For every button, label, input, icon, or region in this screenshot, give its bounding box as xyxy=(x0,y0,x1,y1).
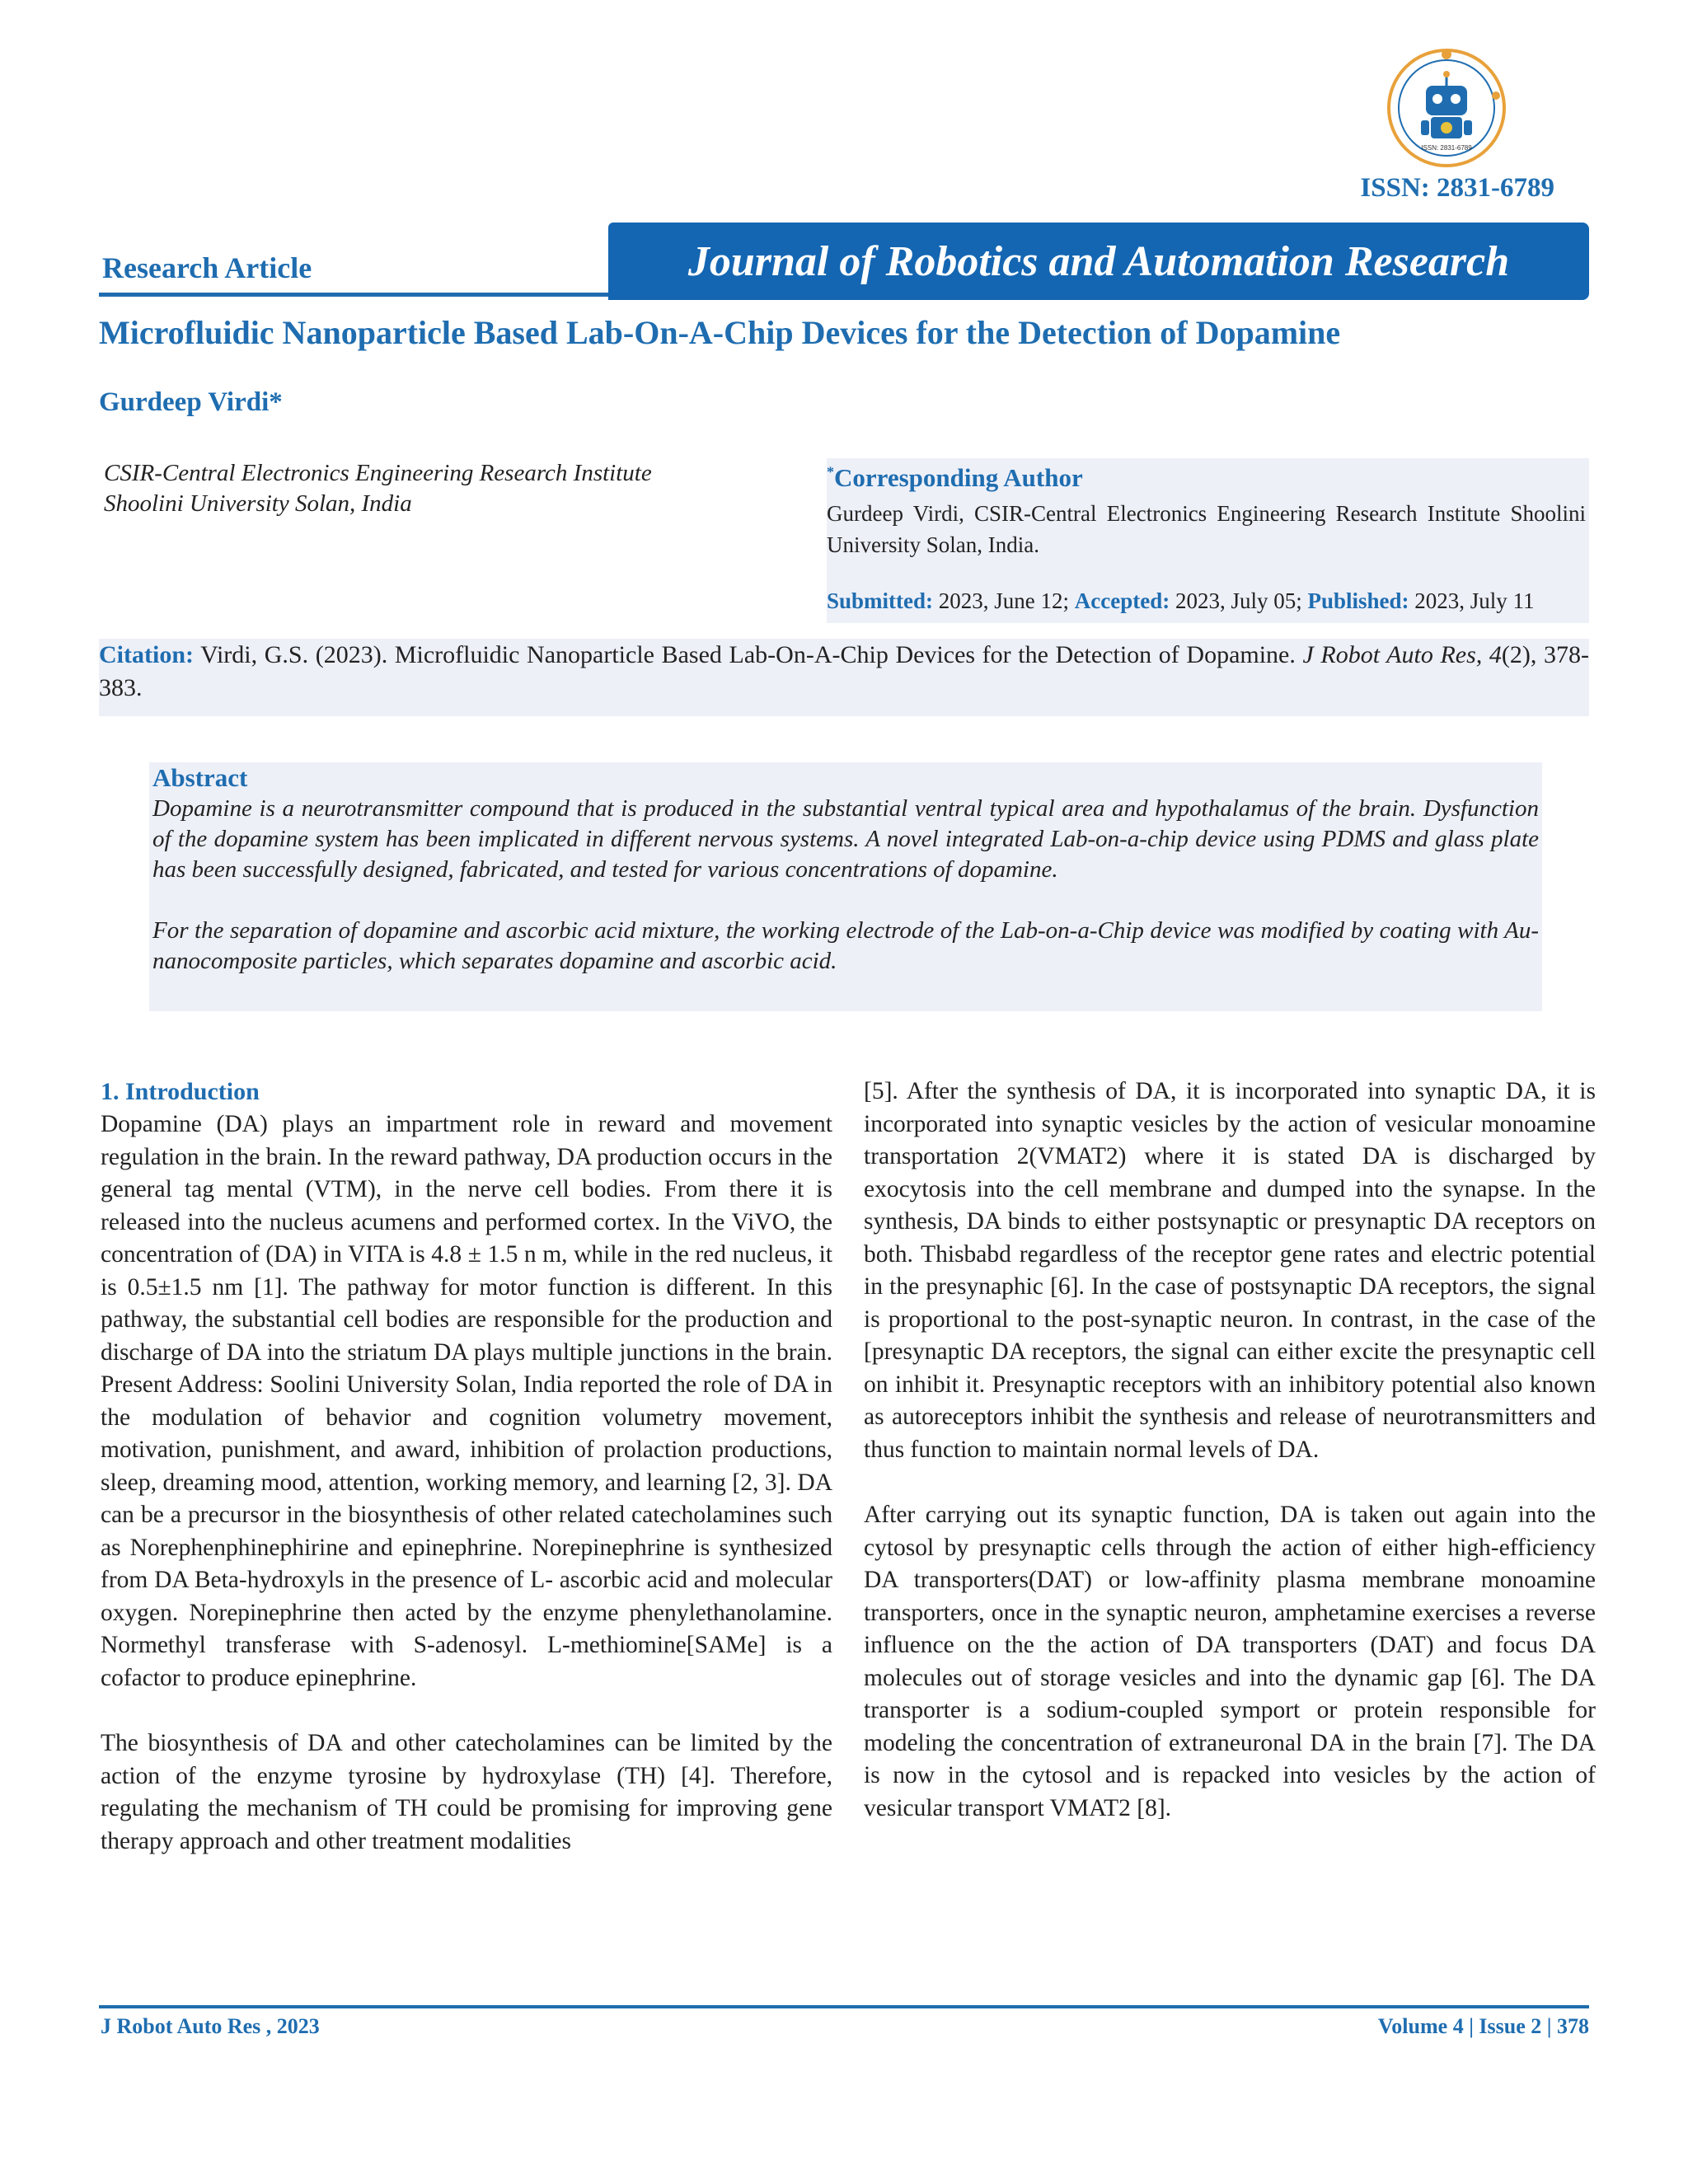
body-paragraph: The biosynthesis of DA and other catecholamines can be limited by the action of the enzyme tyrosine by hydroxylase (TH) [4]. Therefore, regulating the mechanism of TH could be promising for improving gene therapy approach and other treatment modalities xyxy=(101,1730,832,1854)
footer-rule xyxy=(99,2005,1589,2008)
body-paragraph: [5]. After the synthesis of DA, it is incorporated into synaptic DA, it is incorporated into synaptic vesicles by the action of vesicular monoamine transportation 2(VMAT2) where it is stated DA is discharged by exocytosis into the cell membrane and dumped into the synapse. In the synthesis, DA binds to either postsynaptic or presynaptic DA receptors on both. Thisbabd regardless of the receptor gene rates and electric potential in the presynaphic [6]. In the case of postsynaptic DA receptors, the signal is proportional to the post-synaptic neuron. In contrast, in the case of the [presynaptic DA receptors, the signal can either excite the presynaptic cell on inhibit it. Presynaptic receptors with an inhibitory potential also known as autoreceptors inhibit the synthesis and release of neurotransmitters and thus function to maintain normal levels of DA. xyxy=(864,1078,1596,1463)
corresponding-author-text: Gurdeep Virdi, CSIR-Central Electronics Engineering Research Institute Shoolini University Solan, India. xyxy=(827,501,1586,557)
abstract-paragraph: For the separation of dopamine and ascorbic acid mixture, the working electrode of the Lab-on-a-Chip device was modified by coating with Au- nanocomposite particles, which separates dopamine and ascorbic acid. xyxy=(152,917,1539,974)
paper-title: Microfluidic Nanoparticle Based Lab-On-A-Chip Devices for the Detection of Dopamine xyxy=(99,314,1341,351)
publication-dates xyxy=(827,588,1535,614)
citation-journal: J Robot Auto Res, 4 xyxy=(1302,641,1502,668)
abstract-heading: Abstract xyxy=(152,763,248,792)
section-heading: 1. Introduction xyxy=(101,1078,260,1105)
header-rule xyxy=(99,293,626,297)
corresponding-author-box xyxy=(827,458,1589,623)
affiliation-line: Shoolini University Solan, India xyxy=(104,490,412,517)
body-paragraph: After carrying out its synaptic function, DA is taken out again into the cytosol by presynaptic cells through the action of either high-efficiency DA transporters(DAT) or low-affinity plasma membrane monoamine transporters, once in the synaptic neuron, amphetamine exercises a reverse influence on the the action of DA transporters (DAT) and focus DA molecules out of storage vesicles and into the dynamic gap [6]. The DA transporter is a sodium-coupled symport or protein responsible for modeling the concentration of extraneuronal DA in the brain [7]. The DA is now in the cytosol and is repacked into vesicles by the action of vesicular transport VMAT2 [8]. xyxy=(864,1502,1596,1821)
body-paragraph: Dopamine (DA) plays an impartment role in reward and movement regulation in the brain. In the reward pathway, DA production occurs in the general tag mental (VTM), in the nerve cell bodies. From there it is released into the nucleus acumens and performed cortex. In the ViVO, the concentration of (DA) in VITA is 4.8 ± 1.5 n m, while in the red nucleus, it is 0.5±1.5 nm [1]. The pathway for motor function is different. In this pathway, the substantial cell bodies are responsible for the production and discharge of DA into the striatum DA plays multiple junctions in the brain. Present Address: Soolini University Solan, India reported the role of DA in the modulation of behavior and cognition volumetry movement, motivation, punishment, and award, inhibition of prolaction productions, sleep, dreaming mood, attention, working memory, and learning [2, 3]. DA can be a precursor in the biosynthesis of other related catecholamines such as Norephenphinephirine and epinephrine. Norepinephrine is synthesized from DA Beta-hydroxyls in the presence of L- ascorbic acid and molecular oxygen. Norepinephrine then acted by the enzyme phenylethanolamine. Normethyl transferase with S-adenosyl. L-methiomine[SAMe] is a cofactor to produce epinephrine. xyxy=(101,1111,832,1691)
asterisk-marker: * xyxy=(827,463,834,480)
body-column-left xyxy=(101,1076,832,1858)
footer-volume-page: Volume 4 | Issue 2 | 378 xyxy=(1377,2014,1589,2038)
citation-box xyxy=(99,639,1589,716)
article-type-label: Research Article xyxy=(102,251,312,284)
submitted-label: Submitted: xyxy=(827,588,934,613)
published-label: Published: xyxy=(1307,588,1409,613)
footer-journal-ref: J Robot Auto Res , 2023 xyxy=(101,2014,320,2038)
author-name: Gurdeep Virdi* xyxy=(99,387,283,417)
journal-title-band xyxy=(608,223,1589,300)
abstract-box xyxy=(149,762,1542,1011)
affiliation-line: CSIR-Central Electronics Engineering Research Institute xyxy=(104,460,652,486)
accepted-date: 2023, July 05; xyxy=(1175,588,1302,613)
citation-issue-pages: (2), 378-383. xyxy=(99,641,1589,701)
published-date: 2023, July 11 xyxy=(1414,588,1535,613)
journal-logo xyxy=(1385,46,1508,170)
body-column-right xyxy=(864,1076,1596,1825)
journal-title: Journal of Robotics and Automation Research xyxy=(687,237,1510,285)
svg-text:ISSN: 2831-6789: ISSN: 2831-6789 xyxy=(1421,144,1472,152)
corresponding-author-heading: *Corresponding Author xyxy=(827,463,1083,492)
citation-label: Citation: xyxy=(99,641,194,668)
accepted-label: Accepted: xyxy=(1074,588,1170,613)
author-affiliation xyxy=(104,458,652,519)
citation-text: Virdi, G.S. (2023). Microfluidic Nanoparticle Based Lab-On-A-Chip Devices for the Detection of Dopamine. xyxy=(200,641,1296,668)
abstract-paragraph: Dopamine is a neurotransmitter compound that is produced in the substantial ventral typical area and hypothalamus of the brain. Dysfunction of the dopamine system has been implicated in different nervous systems. A novel integrated Lab-on-a-chip device using PDMS and glass plate has been successfully designed, fabricated, and tested for various concentrations of dopamine. xyxy=(152,795,1539,883)
submitted-date: 2023, June 12; xyxy=(938,588,1070,613)
issn-number: ISSN: 2831-6789 xyxy=(1360,173,1554,203)
